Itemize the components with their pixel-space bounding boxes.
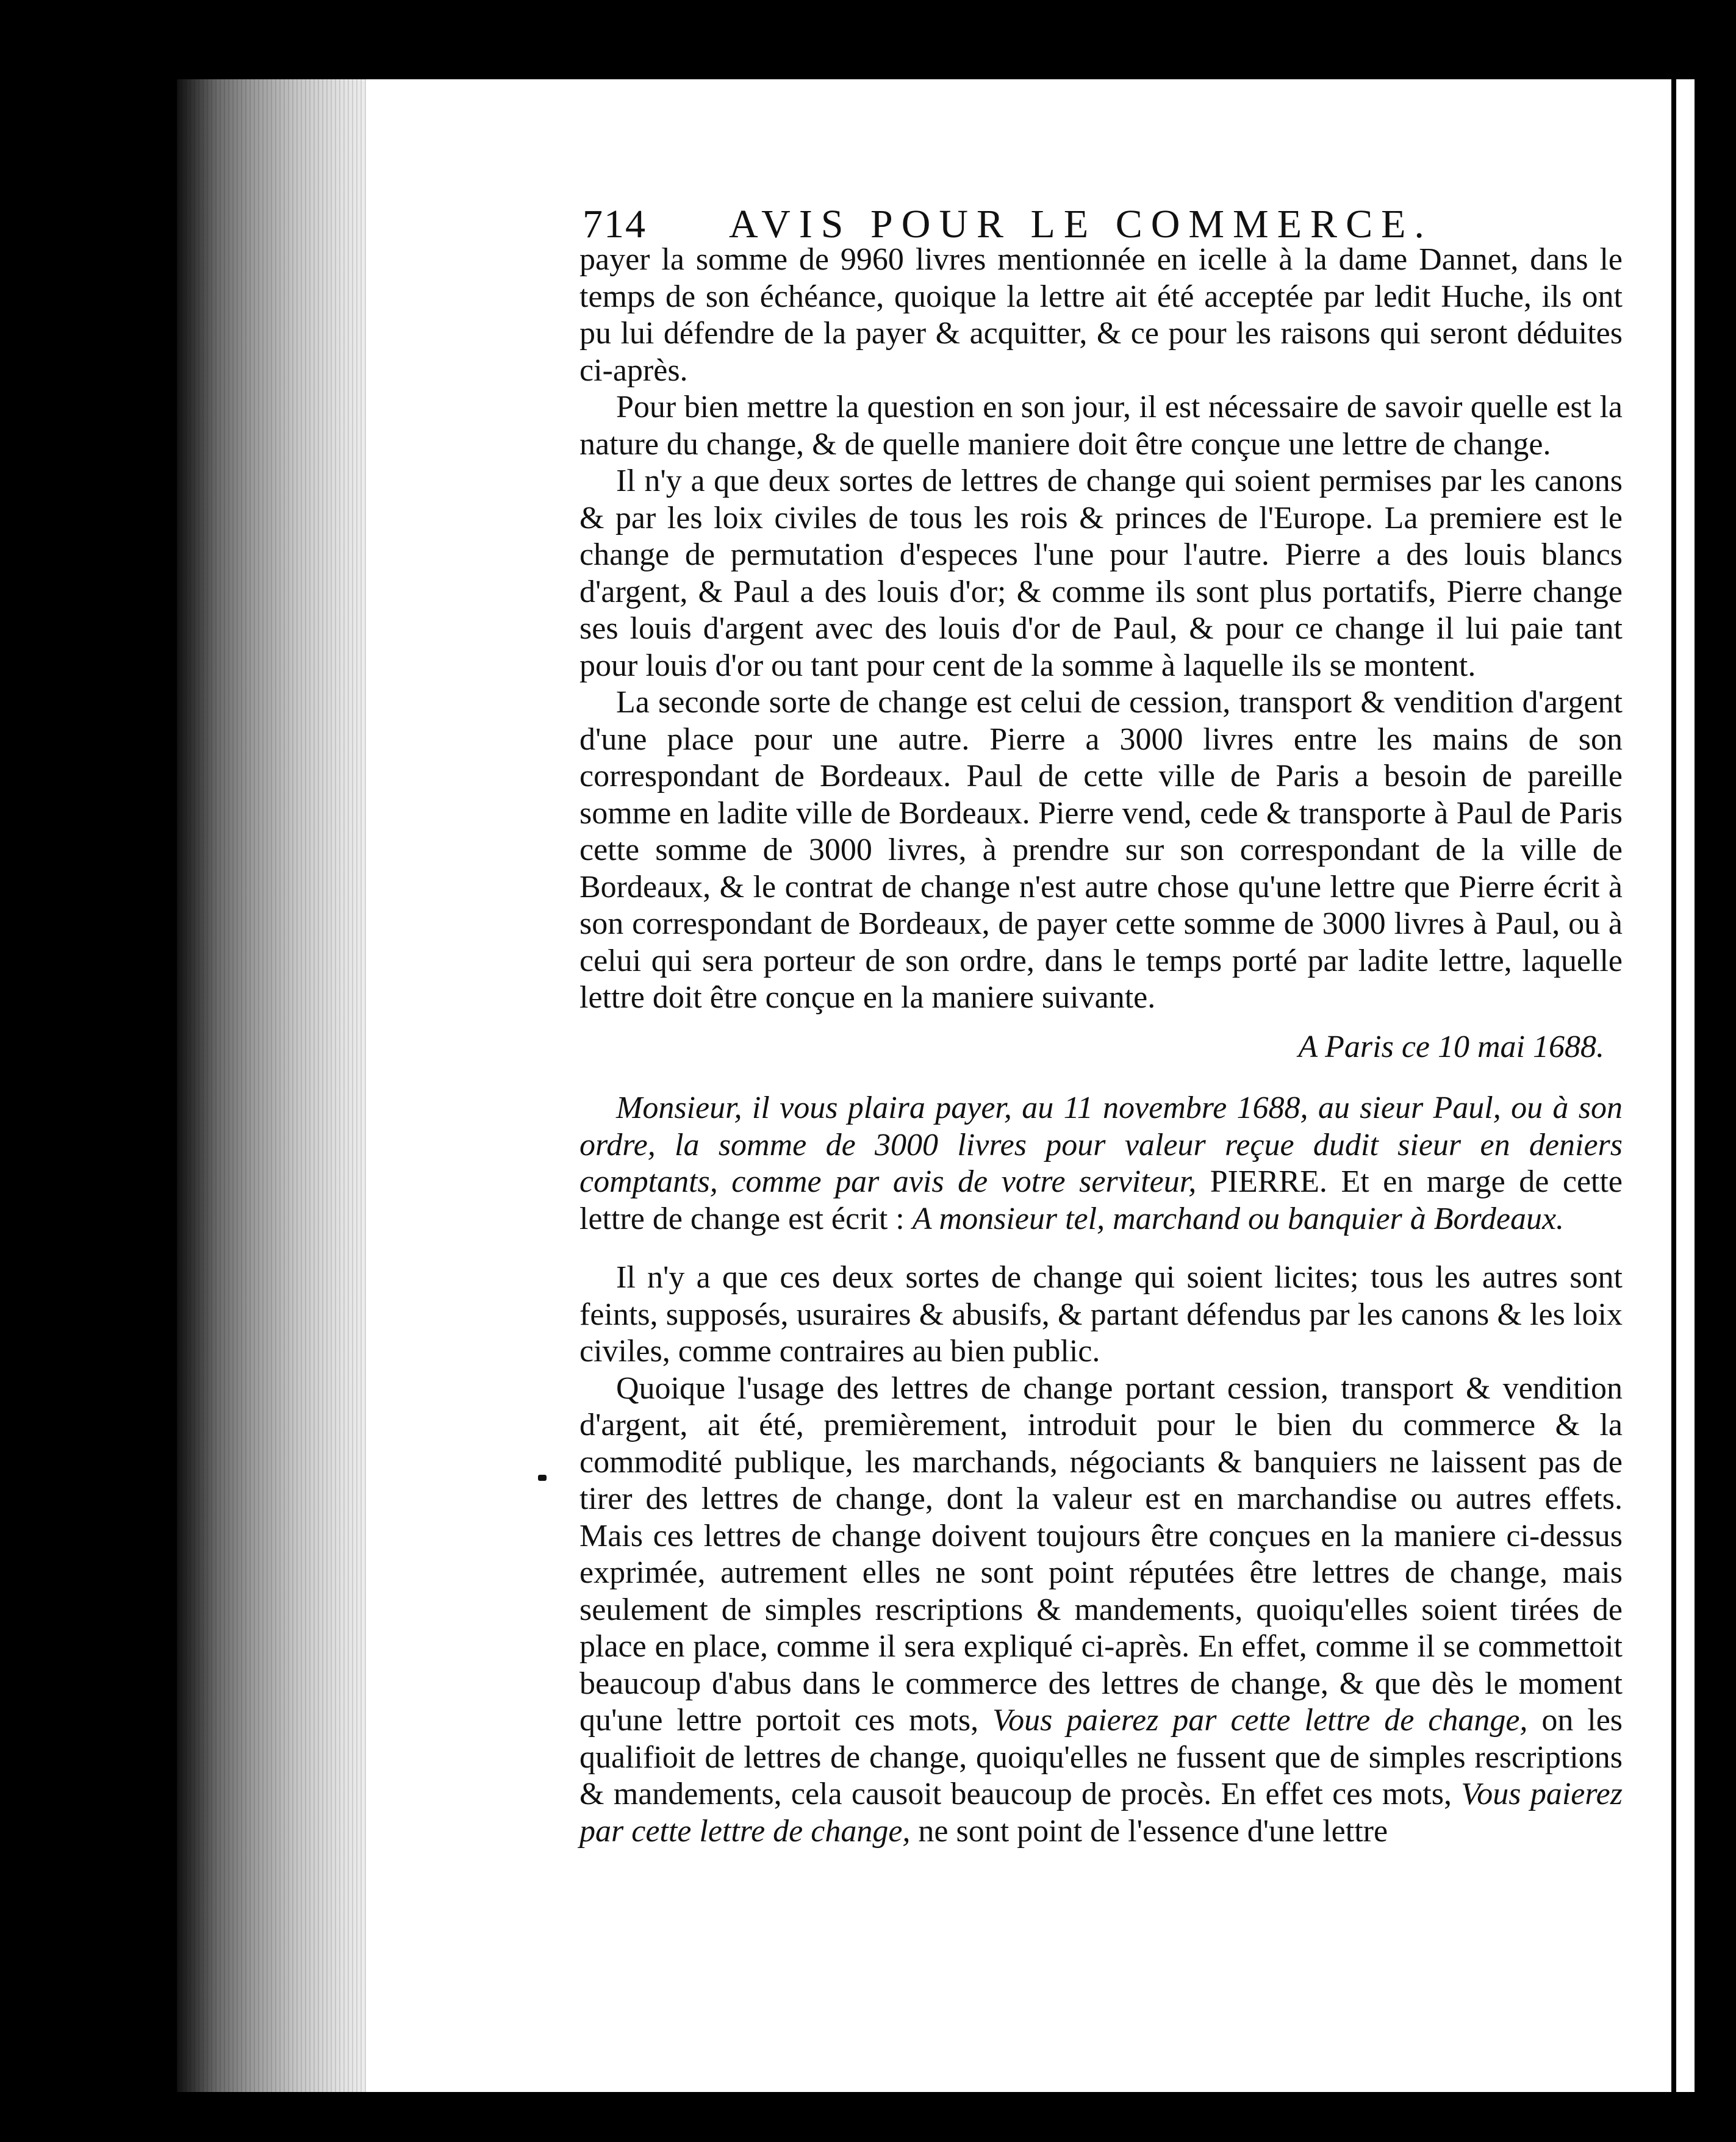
next-page-edge — [1671, 79, 1695, 2092]
page-edge-lines — [177, 79, 378, 2092]
body-text — [579, 242, 1623, 1850]
letter-signature: PIERRE. — [1210, 1164, 1327, 1199]
text-run: Quoique l'usage des lettres de change portant cession, transport & vendition d'argent, ait été, premièrement, introduit pour le bien du commerce & la commodité publique, les marchands, négociants & banquiers ne laissent pas de tirer des lettres de change, dont la valeur est en marchandise ou autres effets. Mais ces lettres de change doivent toujours être conçues en la maniere ci-dessus exprimée, autrement elles ne sont point réputées être lettres de change, mais seulement de simples rescriptions & mandements, quoiqu'elles soient tirées de place en place, comme il sera expliqué ci-après. En effet, comme il se commettoit beaucoup d'abus dans le commerce des lettres de change, & que dès le moment qu'une lettre portoit ces mots, — [579, 1370, 1623, 1738]
letter-dateline: A Paris ce 10 mai 1688. — [1298, 1029, 1604, 1064]
italic-phrase: Vous paierez par cette lettre de change, — [992, 1703, 1528, 1738]
letter-margin-note: Et en marge de cette lettre de change est écrit : — [579, 1164, 1623, 1236]
paragraph-continued: payer la somme de 9960 livres mentionnée en icelle à la dame Dannet, dans le temps de son échéance, quoique la lettre ait été acceptée par ledit Huche, ils ont pu lui défendre de la payer & acquitter, & ce pour les raisons qui seront déduites ci-après. — [579, 242, 1623, 388]
paragraph-final — [579, 1370, 1623, 1850]
letter-body: Monsieur, il vous plaira payer, au 11 novembre 1688, au sieur Paul, ou à son ordre, la somme de 3000 livres pour valeur reçue dudit sieur en deniers comptants, comme par avis de votre serviteur, — [579, 1091, 1623, 1199]
italic-phrase: Vous paierez par cette lettre de change, — [579, 1777, 1623, 1849]
letter-address: A monsieur tel, marchand ou banquier à Bordeaux. — [912, 1201, 1565, 1236]
paragraph: Pour bien mettre la question en son jour, il est nécessaire de savoir quelle est la nature du change, & de quelle maniere doit être conçue une lettre de change. — [579, 390, 1623, 462]
paragraph: La seconde sorte de change est celui de cession, transport & vendition d'argent d'une place pour une autre. Pierre a 3000 livres entre les mains de son correspondant de Bordeaux. Paul de cette ville de Paris a besoin de pareille somme en ladite ville de Bordeaux. Pierre vend, cede & transporte à Paul de Paris cette somme de 3000 livres, à prendre sur son correspondant de la ville de Bordeaux, & le contrat de change n'est autre chose qu'une lettre que Pierre écrit à son correspondant de Bordeaux, de payer cette somme de 3000 livres à Paul, ou à celui qui sera porteur de son ordre, dans le temps porté par ladite lettre, laquelle lettre doit être conçue en la maniere suivante. — [579, 685, 1623, 1015]
text-run: on les qualifioit de lettres de change, quoiqu'elles ne fussent que de simples rescriptions & mandements, cela causoit beaucoup de procès. En effet ces mots, — [579, 1703, 1623, 1811]
paragraph: Il n'y a que ces deux sortes de change qui soient licites; tous les autres sont feints, supposés, usuraires & abusifs, & partant défendus par les canons & les loix civiles, comme contraires au bien public. — [579, 1260, 1623, 1369]
margin-mark — [538, 1475, 547, 1481]
page-number: 714 — [583, 202, 647, 246]
paragraph: Il n'y a que deux sortes de lettres de change qui soient permises par les canons & par les loix civiles de tous les rois & princes de l'Europe. La premiere est le change de permutation d'especes l'une pour l'autre. Pierre a des louis blancs d'argent, & Paul a des louis d'or; & comme ils sont plus portatifs, Pierre change ses louis d'argent avec des louis d'or de Paul, & pour ce change il lui paie tant pour louis d'or ou tant pour cent de la somme à laquelle ils se montent. — [579, 464, 1623, 683]
running-title: AVIS POUR LE COMMERCE. — [729, 202, 1433, 246]
text-run: ne sont point de l'essence d'une lettre — [918, 1813, 1388, 1849]
letter-example — [579, 1090, 1623, 1238]
